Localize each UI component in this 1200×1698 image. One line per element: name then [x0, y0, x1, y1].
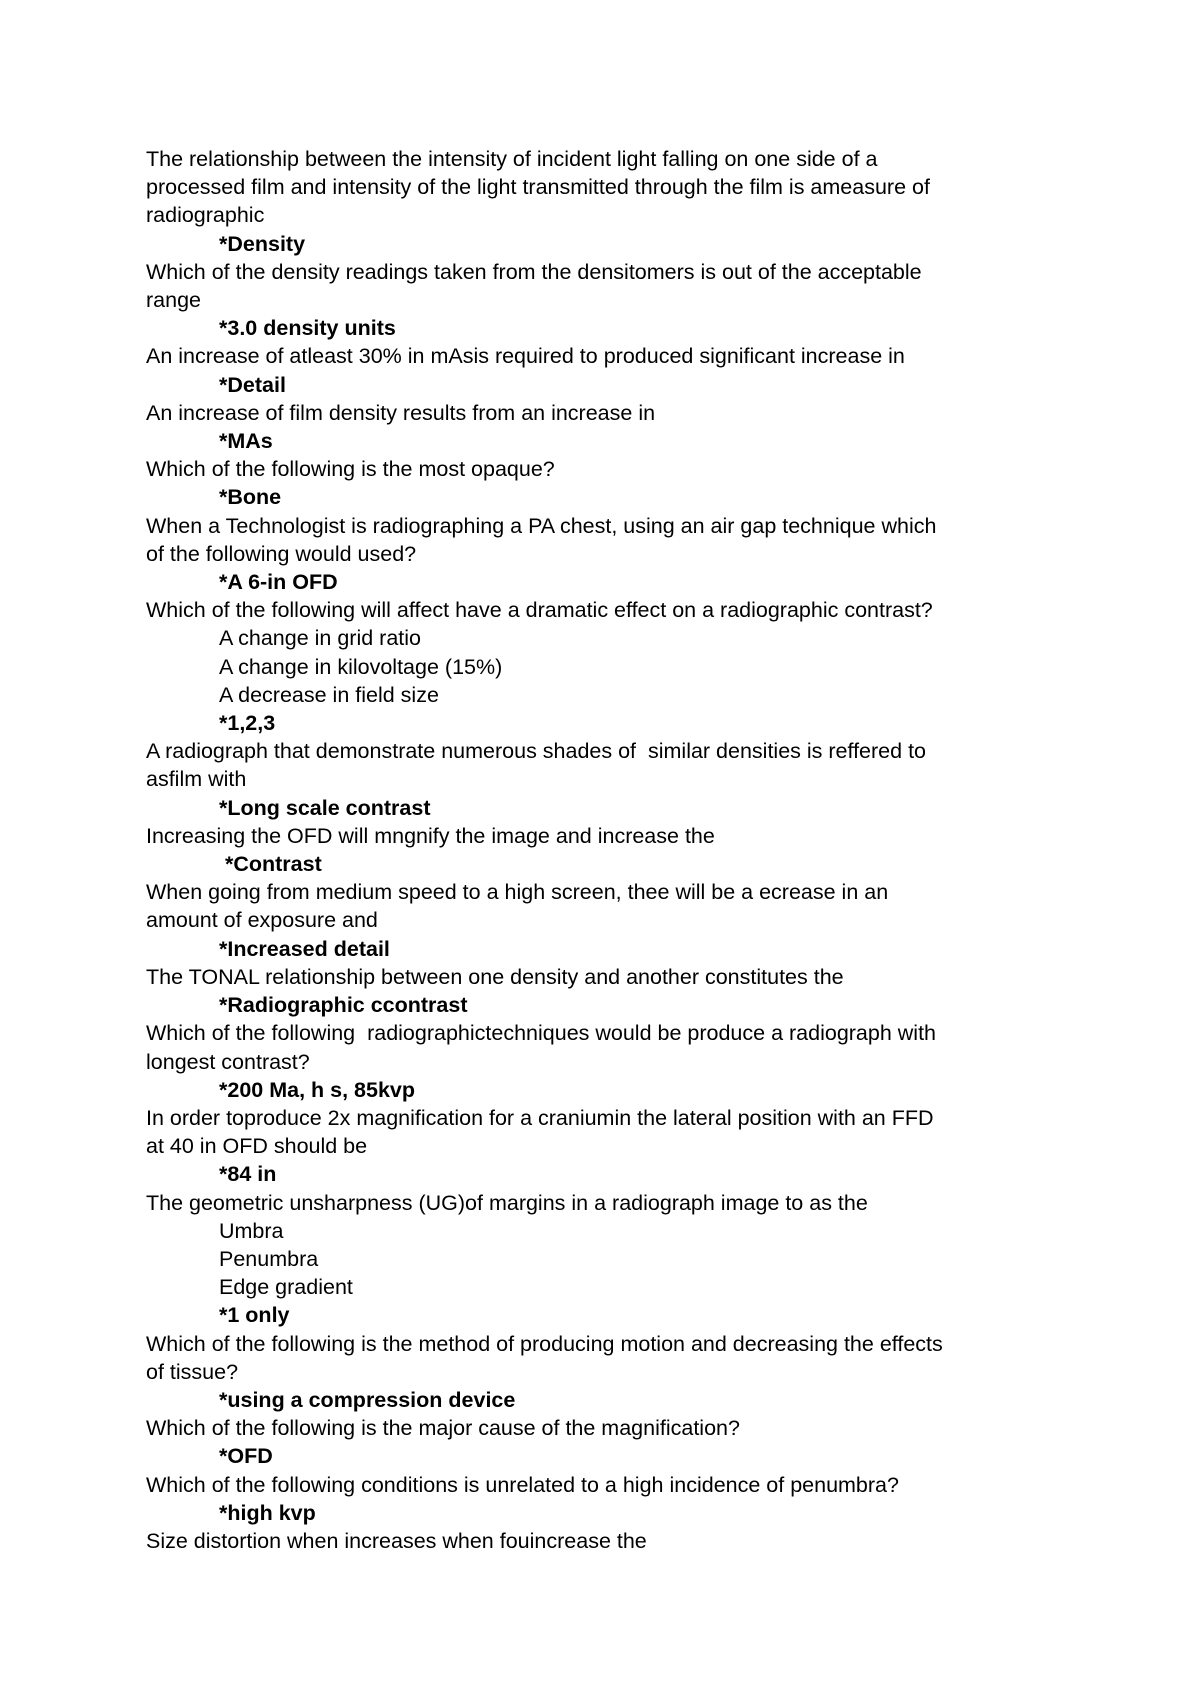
- question-line: Which of the density readings taken from the densitomers is out of the acceptable: [146, 259, 922, 284]
- question-line: Which of the following is the method of producing motion and decreasing the effects: [146, 1331, 943, 1356]
- answer-line: *Long scale contrast: [219, 795, 431, 820]
- question-line: The TONAL relationship between one density and another constitutes the: [146, 964, 844, 989]
- option-line: Edge gradient: [219, 1275, 353, 1300]
- question-line: Which of the following radiographictechniques would be produce a radiograph with: [146, 1021, 937, 1046]
- question-line: Which of the following is the major cause of the magnification?: [146, 1416, 740, 1441]
- answer-line: *3.0 density units: [219, 316, 396, 341]
- document-page: [146, 145, 1076, 1555]
- question-line: Increasing the OFD will mngnify the image and increase the: [146, 823, 715, 848]
- question-line: The geometric unsharpness (UG)of margins in a radiograph image to as the: [146, 1190, 868, 1215]
- question-line: at 40 in OFD should be: [146, 1134, 368, 1159]
- question-line: An increase of atleast 30% in mAsis required to produced significant increase in: [146, 344, 905, 369]
- question-line: In order toproduce 2x magnification for a craniumin the lateral position with an FFD: [146, 1105, 934, 1130]
- question-line: longest contrast?: [146, 1049, 310, 1074]
- question-line: When going from medium speed to a high screen, thee will be a ecrease in an: [146, 880, 889, 905]
- answer-line: *Density: [219, 231, 306, 256]
- answer-line: *using a compression device: [219, 1387, 516, 1412]
- question-line: An increase of film density results from an increase in: [146, 400, 656, 425]
- question-line: The relationship between the intensity of incident light falling on one side of a: [146, 147, 878, 171]
- answer-line: *1 only: [219, 1303, 290, 1328]
- answer-line: *200 Ma, h s, 85kvp: [219, 1077, 415, 1102]
- option-line: A change in kilovoltage (15%): [219, 654, 503, 679]
- question-line: processed film and intensity of the light transmitted through the film is ameasure of: [146, 175, 930, 200]
- question-line: of the following would used?: [146, 541, 417, 566]
- answer-line: *84 in: [219, 1162, 277, 1187]
- question-line: of tissue?: [146, 1359, 239, 1384]
- question-line: asfilm with: [146, 767, 247, 792]
- answer-line: *1,2,3: [219, 711, 276, 736]
- answer-line: *Contrast: [219, 852, 322, 877]
- question-line: range: [146, 288, 201, 313]
- option-line: Umbra: [219, 1218, 284, 1243]
- option-line: A change in grid ratio: [219, 626, 421, 651]
- option-line: A decrease in field size: [219, 682, 439, 707]
- question-line: amount of exposure and: [146, 908, 378, 933]
- option-line: Penumbra: [219, 1246, 319, 1271]
- answer-line: *MAs: [219, 429, 273, 454]
- answer-line: *Radiographic ccontrast: [219, 993, 468, 1018]
- answer-line: *OFD: [219, 1444, 273, 1469]
- answer-line: *Detail: [219, 372, 286, 397]
- question-line: Which of the following will affect have a dramatic effect on a radiographic contrast?: [146, 598, 933, 623]
- question-line: Size distortion when increases when fouincrease the: [146, 1528, 647, 1553]
- question-line: When a Technologist is radiographing a PA chest, using an air gap technique which: [146, 513, 937, 538]
- answer-line: *Bone: [219, 485, 282, 510]
- question-line: Which of the following conditions is unrelated to a high incidence of penumbra?: [146, 1472, 899, 1497]
- answer-line: *high kvp: [219, 1500, 316, 1525]
- answer-line: *A 6-in OFD: [219, 570, 338, 595]
- question-line: Which of the following is the most opaque?: [146, 457, 555, 482]
- question-line: A radiograph that demonstrate numerous shades of similar densities is reffered to: [146, 739, 926, 764]
- answer-line: *Increased detail: [219, 936, 390, 961]
- question-line: radiographic: [146, 203, 265, 228]
